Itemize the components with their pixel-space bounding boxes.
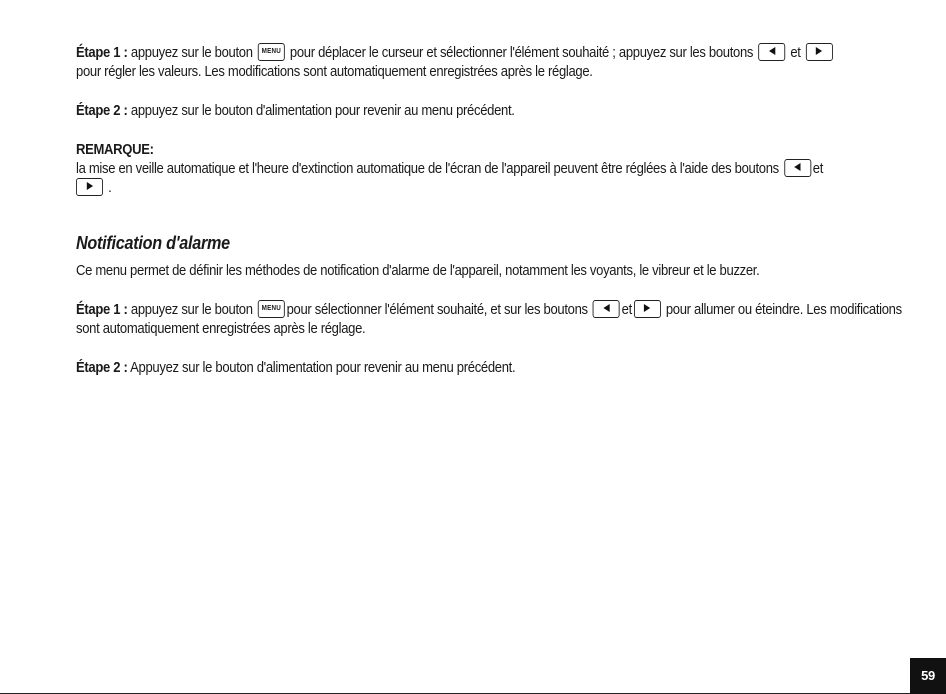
right-arrow-button-icon [634,300,661,318]
step1-label: Étape 1 : [76,45,128,61]
left-triangle-icon [769,47,775,55]
step2-text: Appuyez sur le bouton d'alimentation pour revenir au menu précédent. [127,360,516,376]
left-triangle-icon [794,163,800,171]
section-heading: Notification d'alarme [76,233,230,253]
left-arrow-button-icon [758,43,785,61]
step1-text-2: pour déplacer le curseur et sélectionner l'élément souhaité ; appuyez sur les boutons [286,45,757,61]
section1-step1 [76,44,906,82]
right-triangle-icon [644,304,650,312]
step1-text: appuyez sur le bouton [127,45,256,61]
note-label: REMARQUE: [76,142,154,158]
menu-button-icon: MENU [258,43,285,61]
note-and: et [812,161,824,177]
note-end: . [104,180,112,196]
step1-text-2: pour sélectionner l'élément souhaité, et sur les boutons [286,302,592,318]
step1-text: appuyez sur le bouton [127,302,256,318]
step2-label: Étape 2 : [76,360,128,376]
menu-button-icon: MENU [258,300,285,318]
step1-label: Étape 1 : [76,302,128,318]
right-arrow-button-icon [806,43,833,61]
left-arrow-button-icon [593,300,620,318]
left-triangle-icon [603,304,609,312]
step1-and: et [787,45,804,61]
step2-text: appuyez sur le bouton d'alimentation pour revenir au menu précédent. [127,103,515,119]
section2-intro: Ce menu permet de définir les méthodes de notification d'alarme de l'appareil, notamment les voyants, le vibreur et le buzzer. [76,263,760,279]
right-triangle-icon [816,47,822,55]
page-content [76,44,906,398]
left-arrow-button-icon [784,159,811,177]
page-number: 59 [910,658,946,694]
note-text: la mise en veille automatique et l'heure d'extinction automatique de l'écran de l'appareil peuvent être réglées à l'aide des boutons [76,161,783,177]
right-triangle-icon [86,182,92,190]
note [76,141,906,198]
step1-text-3: pour régler les valeurs. Les modifications sont automatiquement enregistrées après le réglage. [76,64,593,80]
step1-and: et [621,302,632,318]
section1-step2 [76,102,906,121]
right-arrow-button-icon [76,178,103,196]
section2-step1 [76,301,906,339]
step2-label: Étape 2 : [76,103,128,119]
section2-step2 [76,359,906,378]
step1-text-3: pour allumer ou éteindre. Les modifications sont automatiquement enregistrées après le réglage. [76,302,902,337]
